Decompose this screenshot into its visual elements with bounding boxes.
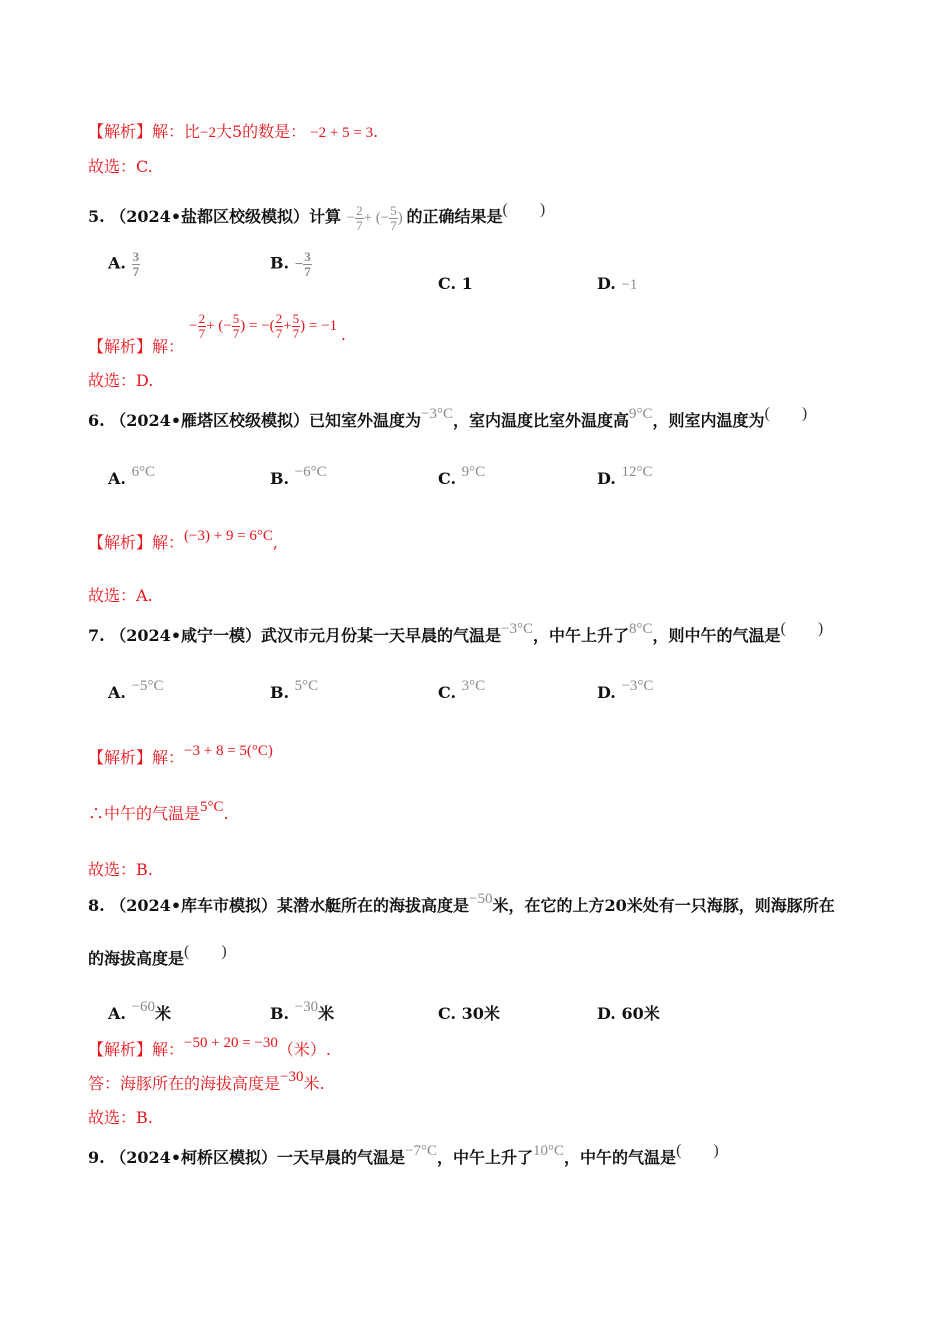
q8-option-c: C. 30米: [438, 1004, 500, 1023]
question-number: 5.: [88, 207, 105, 226]
q7-option-c: C. 3°C: [438, 678, 486, 702]
q8-reply: 答：海豚所在的海拔高度是−30米.: [88, 1069, 325, 1093]
q4-answer: 故选：C.: [88, 157, 153, 176]
q7-therefore: ∴中午的气温是5°C.: [88, 799, 229, 823]
question-9: 9. （2024•柯桥区模拟）一天早晨的气温是−7°C，中午上升了10°C，中午的气温是( ): [88, 1142, 719, 1167]
q8-option-b: B. −30米: [270, 999, 335, 1023]
q6-option-d: D. 12°C: [597, 464, 653, 488]
answer-blank: ( ): [184, 943, 227, 960]
q5-analysis: 【解析】解： − $\frac{2}{7}$ + (− $\frac{5}{7}$ ) = −( $\frac{2}{7}$ + $\frac{5}{7}$ ) = −1 .: [88, 311, 346, 356]
q5-option-c: C. 1: [438, 274, 473, 293]
question-7: 7. （2024•咸宁一模）武汉市元月份某一天早晨的气温是−3°C，中午上升了8°C，则中午的气温是( ): [88, 620, 824, 645]
question-8-line-2: 的海拔高度是( ): [88, 943, 227, 968]
q5-answer: 故选：D.: [88, 371, 154, 390]
q6-option-c: C. 9°C: [438, 464, 486, 488]
question-8: 8. （2024•库车市模拟）某潜水艇所在的海拔高度是−50米，在它的上方20米处有一只海豚，则海豚所在: [88, 891, 835, 915]
q4-analysis: 【解析】解：比−2大5的数是： −2 + 5 = 3.: [88, 122, 379, 141]
question-5: 5. （2024•盐都区校级模拟）计算 − $\frac{2}{7}$ + (− $\frac{5}{7}$ ) 的正确结果是( ): [88, 201, 546, 234]
q5-option-a: A. $\frac{3}{7}$: [108, 249, 140, 279]
answer-blank: ( ): [780, 620, 824, 637]
q6-option-a: A. 6°C: [108, 464, 156, 488]
answer-blank: ( ): [502, 201, 546, 218]
analysis-label: 【解析】: [88, 122, 153, 141]
q7-answer: 故选：B.: [88, 860, 153, 879]
q6-analysis: 【解析】解：(−3) + 9 = 6°C,: [88, 528, 278, 552]
q8-analysis: 【解析】解：−50 + 20 = −30（米）.: [88, 1035, 331, 1059]
q5-analysis-expression: − $\frac{2}{7}$ + (− $\frac{5}{7}$ ) = −( $\frac{2}{7}$ + $\frac{5}{7}$ ) = −1: [189, 311, 338, 342]
q7-option-a: A. −5°C: [108, 678, 164, 702]
q6-option-b: B. −6°C: [270, 464, 327, 488]
answer-blank: ( ): [764, 405, 808, 422]
q8-option-d: D. 60米: [597, 1004, 660, 1023]
q5-expression: − $\frac{2}{7}$ + (− $\frac{5}{7}$ ): [346, 203, 403, 234]
q8-answer: 故选：B.: [88, 1108, 153, 1127]
q5-option-d: D. −1: [597, 274, 638, 293]
q6-answer: 故选：A.: [88, 586, 153, 605]
q5-option-b: B. − $\frac{3}{7}$: [270, 249, 311, 279]
question-6: 6. （2024•雁塔区校级模拟）已知室外温度为−3°C，室内温度比室外温度高9°C，则室内温度为( ): [88, 405, 808, 430]
q8-option-a: A. −60米: [108, 999, 172, 1023]
q7-analysis: 【解析】解：−3 + 8 = 5(°C): [88, 743, 273, 767]
q7-option-b: B. 5°C: [270, 678, 319, 702]
answer-blank: ( ): [676, 1142, 719, 1159]
q7-option-d: D. −3°C: [597, 678, 654, 702]
